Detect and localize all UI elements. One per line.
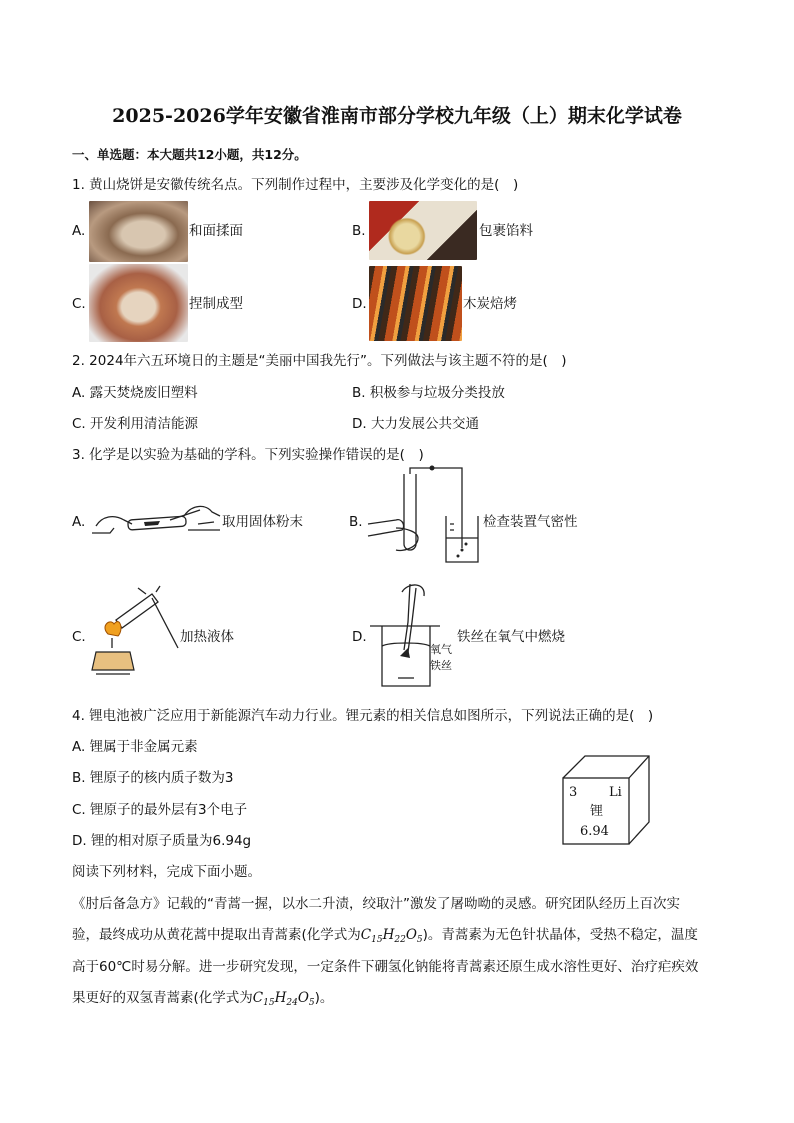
shaping-dough-photo xyxy=(89,264,188,342)
passage-line-2-end: )。青蒿素为无色针状晶体，受热不稳定，温度 xyxy=(422,927,698,943)
oxygen-label: 氧气 xyxy=(430,643,452,656)
wrapping-filling-photo xyxy=(369,201,477,260)
q2-option-b[interactable]: B. 积极参与垃圾分类投放 xyxy=(352,385,505,401)
element-atomic-number: 3 xyxy=(569,785,578,800)
powder-test-tube-diagram xyxy=(88,500,223,545)
q1-option-c-letter[interactable]: C. xyxy=(72,296,86,312)
q1-option-d-letter[interactable]: D. xyxy=(352,296,367,312)
reading-instruction: 阅读下列材料，完成下面小题。 xyxy=(72,864,261,880)
q3-option-c-caption: 加热液体 xyxy=(180,629,234,645)
kneading-dough-photo xyxy=(89,201,188,262)
q4-option-d[interactable]: D. 锂的相对原子质量为6.94g xyxy=(72,833,252,849)
q1-option-a-letter[interactable]: A. xyxy=(72,223,86,239)
q4-option-b[interactable]: B. 锂原子的核内质子数为3 xyxy=(72,770,234,786)
q2-option-a[interactable]: A. 露天焚烧废旧塑料 xyxy=(72,385,198,401)
q1-option-b-caption: 包裹馅料 xyxy=(479,223,533,239)
question-3-stem: 3. 化学是以实验为基础的学科。下列实验操作错误的是( ) xyxy=(72,447,424,463)
q3-option-b-letter[interactable]: B. xyxy=(349,514,363,530)
passage-line-2 xyxy=(72,929,698,945)
element-name: 锂 xyxy=(590,804,604,819)
passage-line-2-start: 验，最终成功从黄花蒿中提取出青蒿素(化学式为 xyxy=(72,927,361,943)
q4-option-c[interactable]: C. 锂原子的最外层有3个电子 xyxy=(72,802,248,818)
passage-line-4-start: 果更好的双氢青蒿素(化学式为 xyxy=(72,990,253,1006)
element-symbol: Li xyxy=(609,785,622,800)
q3-option-d-letter[interactable]: D. xyxy=(352,629,367,645)
q3-option-d-caption: 铁丝在氧气中燃烧 xyxy=(457,629,565,645)
question-4-stem: 4. 锂电池被广泛应用于新能源汽车动力行业。锂元素的相关信息如图所示，下列说法正确的是( ) xyxy=(72,708,654,724)
question-2-stem: 2. 2024年六五环境日的主题是“美丽中国我先行”。下列做法与该主题不符的是( ) xyxy=(72,353,567,369)
page-title: 2025-2026学年安徽省淮南市部分学校九年级（上）期末化学试卷 xyxy=(112,105,682,127)
passage-line-3: 高于60℃时易分解。进一步研究发现，一定条件下硼氢化钠能将青蒿素还原生成水溶性更好、治疗疟疾效 xyxy=(72,959,699,975)
charcoal-baking-photo xyxy=(369,266,462,341)
heating-liquid-diagram xyxy=(90,590,182,686)
airtightness-check-diagram xyxy=(366,470,481,565)
q2-option-c[interactable]: C. 开发利用清洁能源 xyxy=(72,416,199,432)
artemisinin-formula: $C_{15}H_{22}O_5$ xyxy=(360,927,423,945)
question-1-stem: 1. 黄山烧饼是安徽传统名点。下列制作过程中，主要涉及化学变化的是( ) xyxy=(72,177,519,193)
q3-option-b-caption: 检查装置气密性 xyxy=(483,514,578,530)
passage-line-4-end: )。 xyxy=(314,990,334,1006)
element-atomic-mass: 6.94 xyxy=(580,824,609,839)
q1-option-b-letter[interactable]: B. xyxy=(352,223,366,239)
section-heading: 一、单选题：本大题共12小题，共12分。 xyxy=(72,147,307,162)
passage-line-4 xyxy=(72,992,333,1008)
q3-option-c-letter[interactable]: C. xyxy=(72,629,86,645)
passage-line-1: 《肘后备急方》记载的“青蒿一握，以水二升渍，绞取汁”激发了屠呦呦的灵感。研究团队经历上百次实 xyxy=(72,896,680,912)
q4-option-a[interactable]: A. 锂属于非金属元素 xyxy=(72,739,198,755)
iron-wire-label: 铁丝 xyxy=(430,659,452,672)
q3-option-a-letter[interactable]: A. xyxy=(72,514,86,530)
q1-option-c-caption: 捏制成型 xyxy=(189,296,243,312)
iron-wire-combustion-diagram xyxy=(368,582,443,690)
q3-option-a-caption: 取用固体粉末 xyxy=(222,514,303,530)
q1-option-a-caption: 和面揉面 xyxy=(189,223,243,239)
q2-option-d[interactable]: D. 大力发展公共交通 xyxy=(352,416,479,432)
dihydroartemisinin-formula: $C_{15}H_{24}O_5$ xyxy=(252,990,315,1008)
q1-option-d-caption: 木炭焙烤 xyxy=(463,296,517,312)
